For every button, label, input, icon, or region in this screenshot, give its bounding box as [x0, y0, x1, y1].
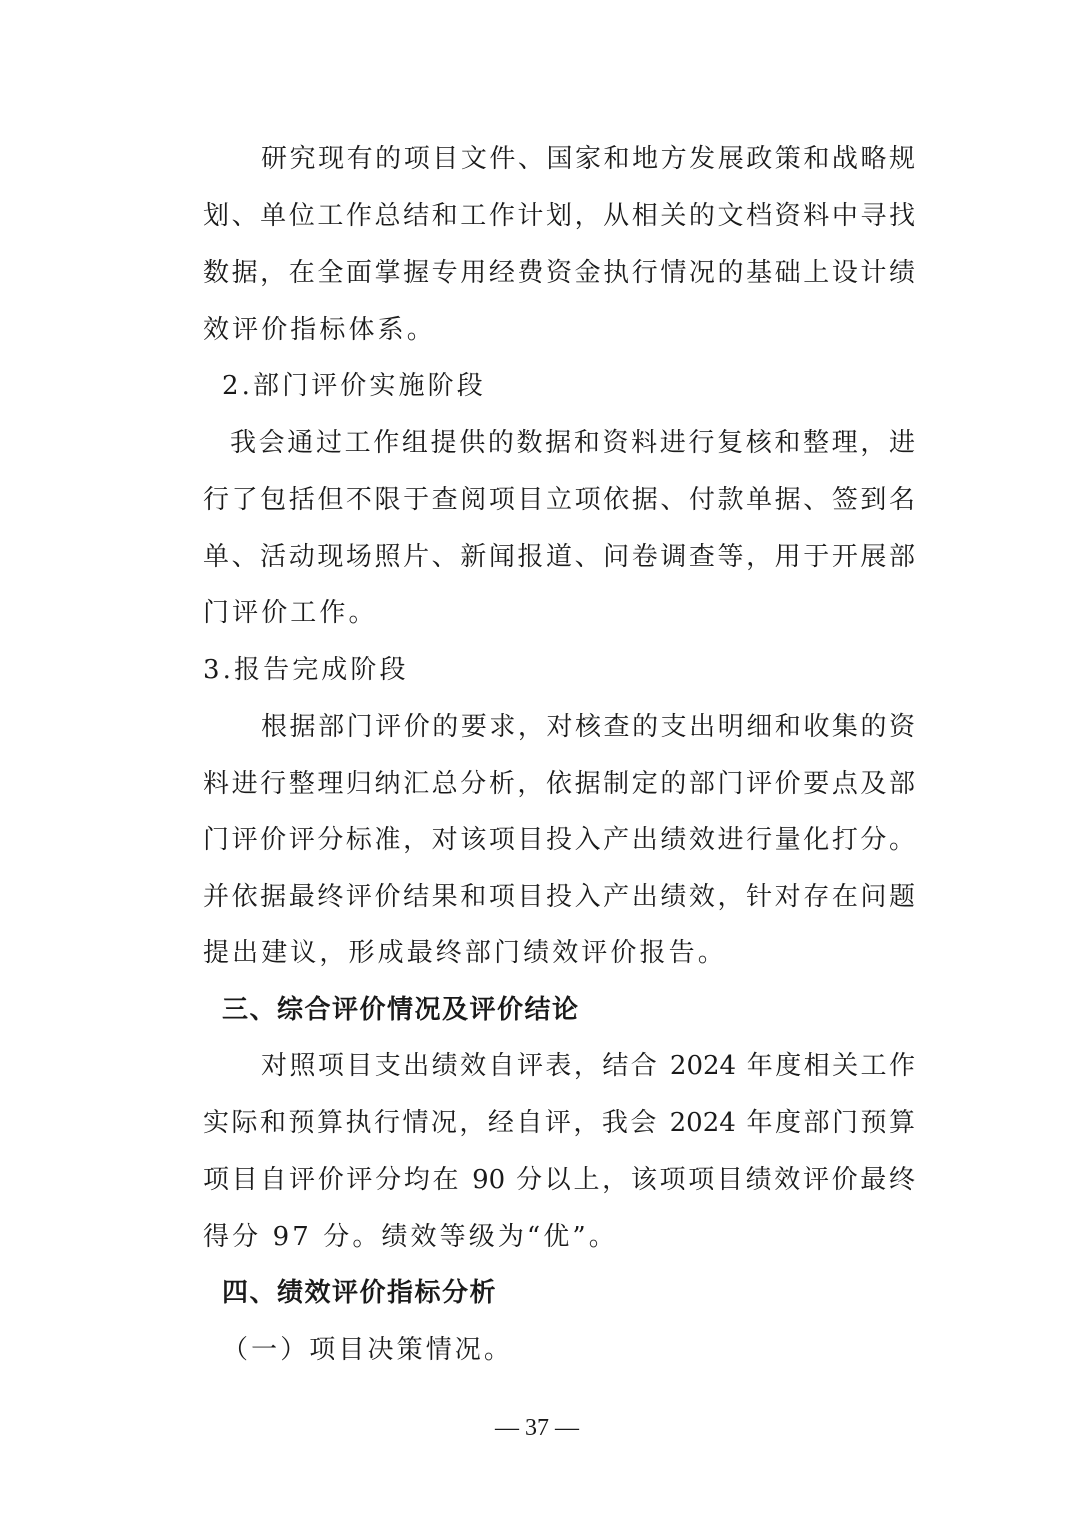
paragraph-line: 根据部门评价的要求，对核查的支出明细和收集的资: [261, 712, 915, 742]
paragraph-line: 数据，在全面掌握专用经费资金执行情况的基础上设计绩: [203, 258, 915, 288]
paragraph-line: 行了包括但不限于查阅项目立项依据、付款单据、签到名: [203, 485, 915, 515]
page-number: — 37 —: [495, 1415, 579, 1441]
subsection-title: （一）项目决策情况。: [222, 1335, 514, 1365]
stage-heading-3: 3.报告完成阶段: [203, 655, 409, 685]
paragraph-line: 并依据最终评价结果和项目投入产出绩效，针对存在问题: [203, 882, 915, 912]
paragraph-line: 料进行整理归纳汇总分析，依据制定的部门评价要点及部: [203, 769, 915, 799]
paragraph-line: 项目自评价评分均在 90 分以上，该项项目绩效评价最终: [203, 1165, 915, 1195]
paragraph-line: 实际和预算执行情况，经自评，我会 2024 年度部门预算: [203, 1108, 915, 1138]
paragraph-line: 提出建议，形成最终部门绩效评价报告。: [203, 938, 727, 968]
paragraph-line: 划、单位工作总结和工作计划，从相关的文档资料中寻找: [203, 201, 915, 231]
paragraph-line: 单、活动现场照片、新闻报道、问卷调查等，用于开展部: [203, 542, 915, 572]
stage-heading-2: 2.部门评价实施阶段: [222, 371, 486, 401]
section-title-3: 三、综合评价情况及评价结论: [222, 995, 580, 1025]
paragraph-line: 对照项目支出绩效自评表，结合 2024 年度相关工作: [261, 1051, 915, 1081]
section-title-4: 四、绩效评价指标分析: [222, 1278, 498, 1308]
paragraph-line: 门评价评分标准，对该项目投入产出绩效进行量化打分。: [203, 825, 915, 855]
paragraph-line: 效评价指标体系。: [203, 315, 436, 345]
paragraph-line: 得分 97 分。绩效等级为“优”。: [203, 1222, 618, 1252]
paragraph-line: 门评价工作。: [203, 598, 378, 628]
paragraph-line: 研究现有的项目文件、国家和地方发展政策和战略规: [261, 144, 915, 174]
paragraph-line: 我会通过工作组提供的数据和资料进行复核和整理，进: [230, 428, 915, 458]
